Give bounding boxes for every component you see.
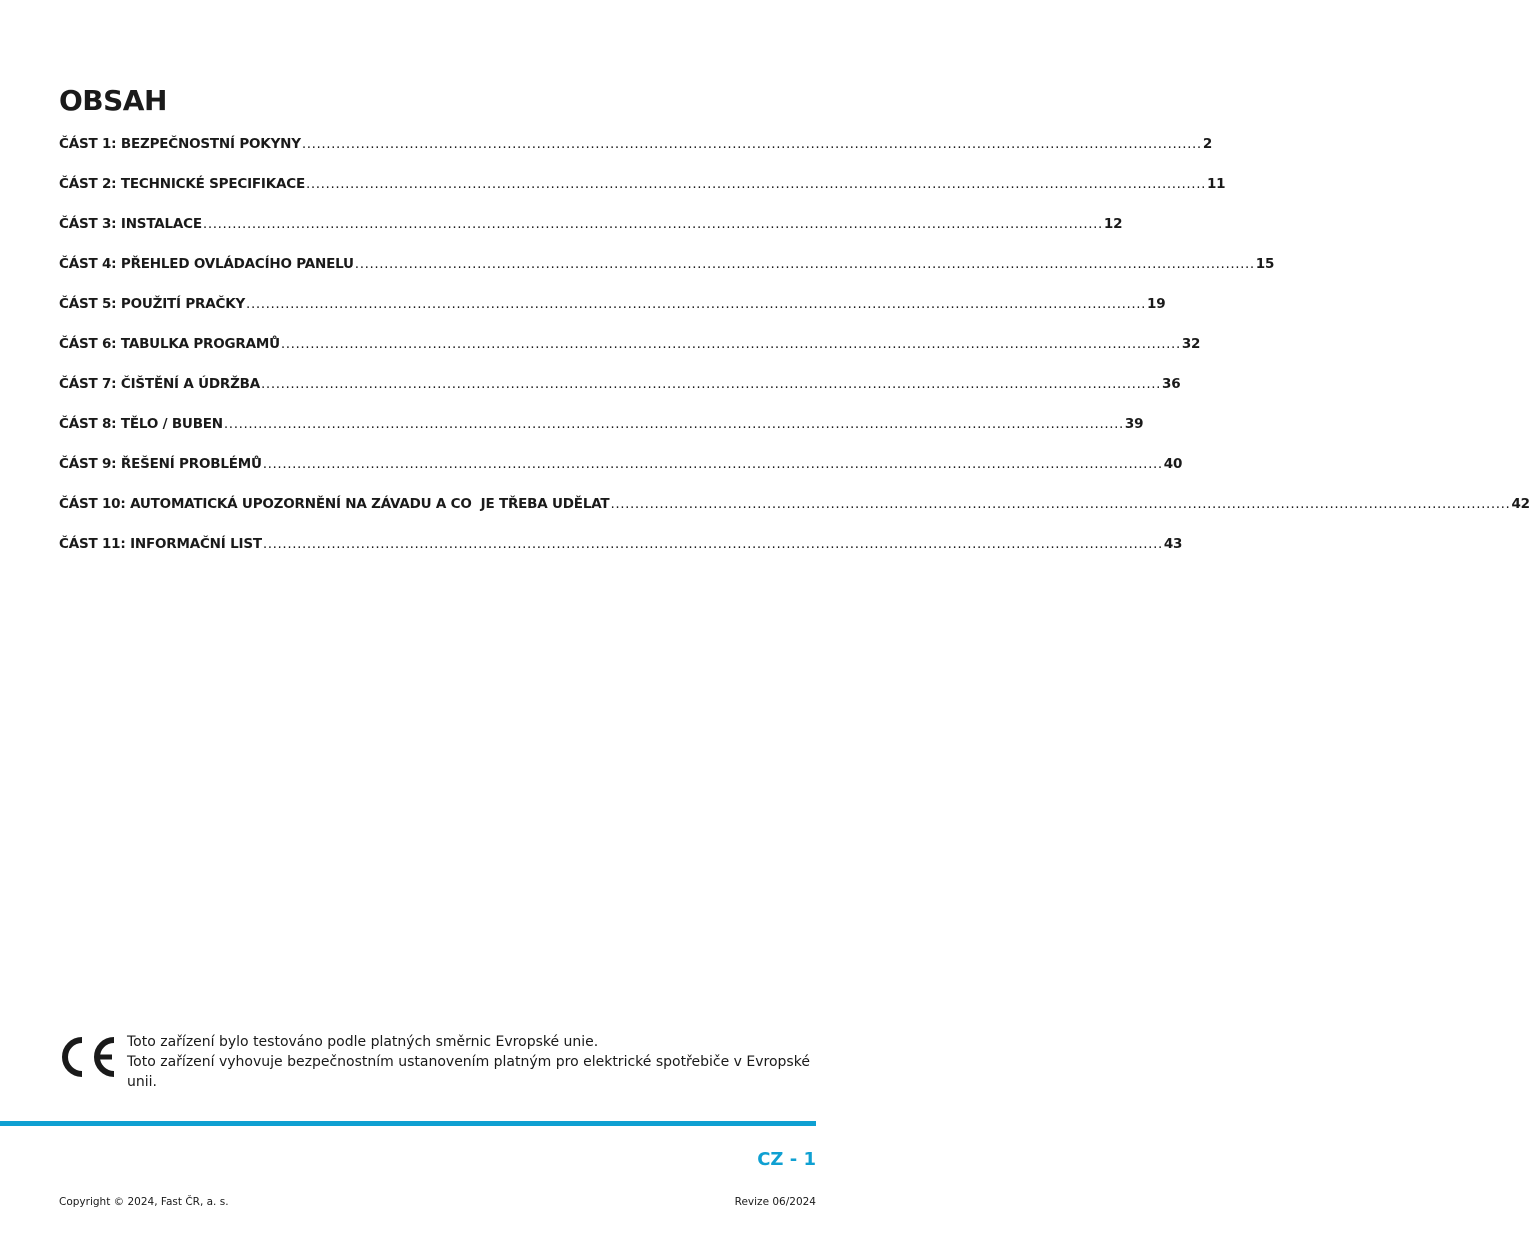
toc-entry-label: ČÁST 8: TĚLO / BUBEN — [59, 416, 223, 432]
toc-entry[interactable] — [59, 296, 1166, 336]
toc-entry-page: 12 — [1103, 216, 1123, 232]
toc-leader-dots: ........................................................................................................................................................................................ — [261, 376, 1162, 392]
toc-entry-page: 11 — [1206, 176, 1226, 192]
toc-entry-label: ČÁST 3: INSTALACE — [59, 216, 202, 232]
toc-leader-dots: ........................................................................................................................................................................................ — [246, 296, 1147, 312]
toc-leader-dots: ........................................................................................................................................................................................ — [280, 336, 1181, 352]
toc-entry[interactable] — [59, 376, 1181, 416]
toc-entry-label: ČÁST 10: AUTOMATICKÁ UPOZORNĚNÍ NA ZÁVADU A CO JE TŘEBA UDĚLAT — [59, 496, 610, 512]
toc-leader-dots: ........................................................................................................................................................................................ — [610, 496, 1511, 512]
toc-entry-page: 40 — [1163, 456, 1183, 472]
revision-label: Revize 06/2024 — [734, 1196, 816, 1208]
toc-leader-dots: ........................................................................................................................................................................................ — [305, 176, 1206, 192]
toc-leader-dots: ........................................................................................................................................................................................ — [223, 416, 1124, 432]
ce-declaration-line: Toto zařízení vyhovuje bezpečnostním ustanovením platným pro elektrické spotřebiče v Evropské unii. — [127, 1054, 810, 1090]
copyright-notice: Copyright © 2024, Fast ČR, a. s. — [59, 1196, 229, 1208]
toc-entry-page: 36 — [1162, 376, 1181, 392]
page-number: CZ - 1 — [757, 1149, 816, 1170]
page-title: OBSAH — [59, 84, 167, 117]
toc-entry-label: ČÁST 5: POUŽITÍ PRAČKY — [59, 296, 246, 312]
toc-entry-label: ČÁST 1: BEZPEČNOSTNÍ POKYNY — [59, 136, 301, 152]
ce-declaration — [127, 1032, 817, 1092]
toc-entry-label: ČÁST 7: ČIŠTĚNÍ A ÚDRŽBA — [59, 376, 261, 392]
toc-entry-page: 42 — [1511, 496, 1530, 512]
ce-mark-icon — [58, 1036, 118, 1078]
toc-entry[interactable] — [59, 416, 1144, 456]
table-of-contents — [59, 136, 1530, 576]
toc-entry[interactable] — [59, 456, 1183, 496]
toc-entry[interactable] — [59, 216, 1123, 256]
toc-entry[interactable] — [59, 536, 1183, 576]
toc-entry-page: 19 — [1147, 296, 1166, 312]
toc-entry-label: ČÁST 11: INFORMAČNÍ LIST — [59, 536, 262, 552]
toc-entry-page: 15 — [1255, 256, 1275, 272]
toc-leader-dots: ........................................................................................................................................................................................ — [262, 536, 1163, 552]
toc-entry[interactable] — [59, 336, 1201, 376]
toc-entry[interactable] — [59, 176, 1226, 216]
ce-declaration-line: Toto zařízení bylo testováno podle platných směrnic Evropské unie. — [127, 1034, 599, 1050]
toc-entry-page: 2 — [1202, 136, 1213, 152]
toc-entry-page: 39 — [1124, 416, 1144, 432]
toc-entry[interactable] — [59, 256, 1275, 296]
toc-entry-label: ČÁST 6: TABULKA PROGRAMŮ — [59, 336, 280, 352]
toc-entry-label: ČÁST 2: TECHNICKÉ SPECIFIKACE — [59, 176, 305, 192]
toc-leader-dots: ........................................................................................................................................................................................ — [262, 456, 1163, 472]
toc-entry-page: 43 — [1163, 536, 1183, 552]
footer-divider — [0, 1121, 816, 1126]
toc-leader-dots: ........................................................................................................................................................................................ — [301, 136, 1202, 152]
toc-leader-dots: ........................................................................................................................................................................................ — [354, 256, 1255, 272]
toc-entry[interactable] — [59, 136, 1213, 176]
toc-leader-dots: ........................................................................................................................................................................................ — [202, 216, 1103, 232]
toc-entry-label: ČÁST 9: ŘEŠENÍ PROBLÉMŮ — [59, 456, 262, 472]
toc-entry-label: ČÁST 4: PŘEHLED OVLÁDACÍHO PANELU — [59, 256, 354, 272]
toc-entry-page: 32 — [1181, 336, 1201, 352]
toc-entry[interactable] — [59, 496, 1530, 536]
